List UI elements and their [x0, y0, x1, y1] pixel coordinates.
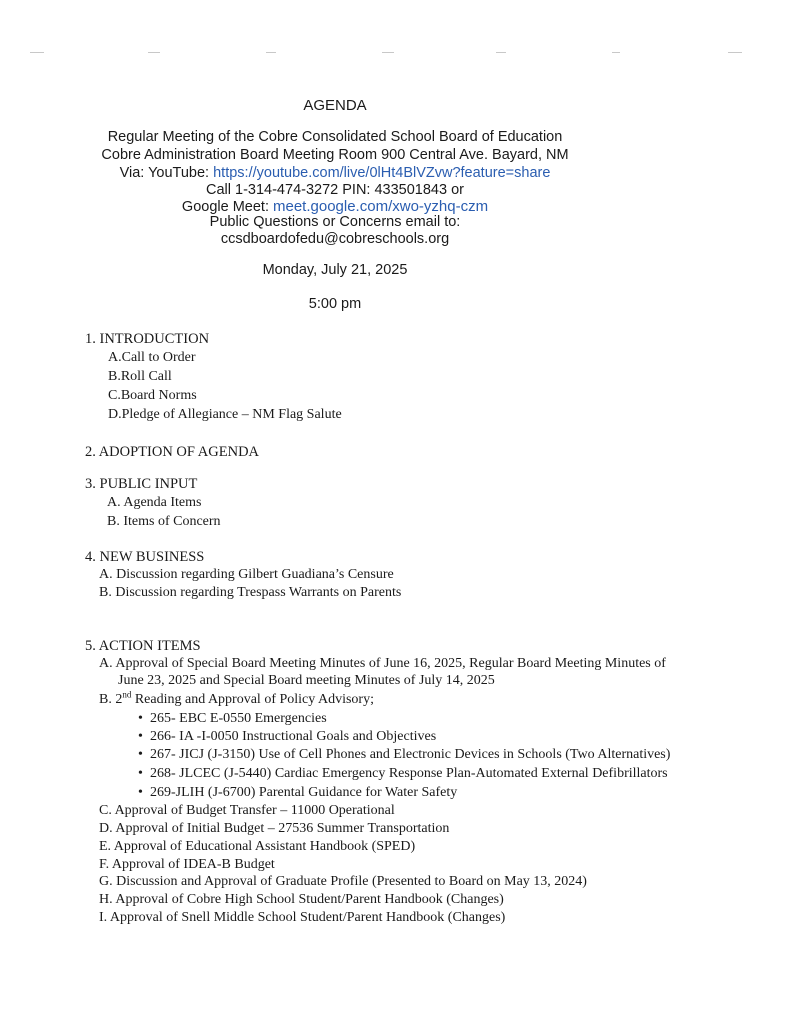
- section-public-input: 3. PUBLIC INPUT: [85, 476, 198, 492]
- policy-item: • 268- JLCEC (J-5440) Cardiac Emergency Response Plan-Automated External Defibrillators: [150, 766, 668, 782]
- youtube-link[interactable]: https://youtube.com/live/0lHt4BlVZvw?feature=share: [213, 165, 551, 181]
- agenda-item: C. Approval of Budget Transfer – 11000 Operational: [99, 803, 395, 818]
- contact-email: ccsdboardofedu@cobreschools.org: [220, 231, 450, 247]
- policy-item: • 267- JICJ (J-3150) Use of Cell Phones and Electronic Devices in Schools (Two Alternatives): [150, 747, 670, 763]
- youtube-line: [0, 165, 670, 181]
- agenda-item: D.Pledge of Allegiance – NM Flag Salute: [108, 407, 342, 422]
- ordinal-suffix: nd: [122, 689, 132, 700]
- meeting-name: Regular Meeting of the Cobre Consolidated School Board of Education: [107, 129, 563, 145]
- scan-mark: [612, 52, 620, 53]
- meeting-date: Monday, July 21, 2025: [262, 262, 408, 278]
- agenda-item: A.Call to Order: [108, 350, 196, 365]
- google-meet-label: Google Meet:: [181, 199, 273, 215]
- agenda-item: A. Agenda Items: [107, 495, 202, 510]
- agenda-title: AGENDA: [303, 97, 367, 114]
- scan-mark: [382, 52, 394, 53]
- agenda-item-text: Reading and Approval of Policy Advisory;: [131, 692, 374, 707]
- agenda-item: B.Roll Call: [108, 369, 172, 384]
- agenda-item: B. Discussion regarding Trespass Warrants on Parents: [99, 585, 402, 600]
- scan-mark: [496, 52, 506, 53]
- scan-mark: [30, 52, 44, 53]
- agenda-item: C.Board Norms: [108, 388, 197, 403]
- agenda-item: B. Items of Concern: [107, 514, 221, 529]
- google-meet-link[interactable]: meet.google.com/xwo-yzhq-czm: [273, 198, 489, 215]
- questions-line: Public Questions or Concerns email to:: [209, 214, 461, 230]
- scan-mark: [728, 52, 742, 53]
- policy-item: • 269-JLIH (J-6700) Parental Guidance for Water Safety: [150, 785, 457, 801]
- section-adoption-of-agenda: 2. ADOPTION OF AGENDA: [85, 444, 260, 460]
- scan-mark: [148, 52, 160, 53]
- agenda-item: A. Approval of Special Board Meeting Minutes of June 16, 2025, Regular Board Meeting Minutes of: [99, 656, 666, 671]
- agenda-item: D. Approval of Initial Budget – 27536 Summer Transportation: [99, 821, 450, 836]
- policy-item: • 266- IA -I-0050 Instructional Goals and Objectives: [150, 729, 436, 745]
- policy-item: • 265- EBC E-0550 Emergencies: [150, 711, 327, 727]
- agenda-item-continuation: June 23, 2025 and Special Board meeting Minutes of July 14, 2025: [118, 673, 495, 688]
- agenda-item: A. Discussion regarding Gilbert Guadiana’s Censure: [99, 567, 394, 582]
- agenda-item: E. Approval of Educational Assistant Handbook (SPED): [99, 839, 416, 854]
- agenda-item: [99, 689, 374, 708]
- agenda-item: I. Approval of Snell Middle School Student/Parent Handbook (Changes): [99, 910, 506, 925]
- call-line: Call 1-314-474-3272 PIN: 433501843 or: [206, 182, 464, 198]
- scan-mark: [266, 52, 276, 53]
- section-introduction: 1. INTRODUCTION: [85, 331, 210, 347]
- google-meet-line: [0, 198, 670, 215]
- agenda-item: G. Discussion and Approval of Graduate Profile (Presented to Board on May 13, 2024): [99, 874, 587, 889]
- section-action-items: 5. ACTION ITEMS: [85, 638, 201, 654]
- meeting-location: Cobre Administration Board Meeting Room 900 Central Ave. Bayard, NM: [101, 147, 569, 163]
- youtube-label: Via: YouTube:: [119, 165, 214, 181]
- agenda-item: F. Approval of IDEA-B Budget: [99, 857, 275, 872]
- agenda-item: H. Approval of Cobre High School Student/Parent Handbook (Changes): [99, 892, 504, 907]
- section-new-business: 4. NEW BUSINESS: [85, 549, 205, 565]
- meeting-time: 5:00 pm: [308, 296, 362, 312]
- agenda-item-prefix: B. 2: [99, 692, 123, 707]
